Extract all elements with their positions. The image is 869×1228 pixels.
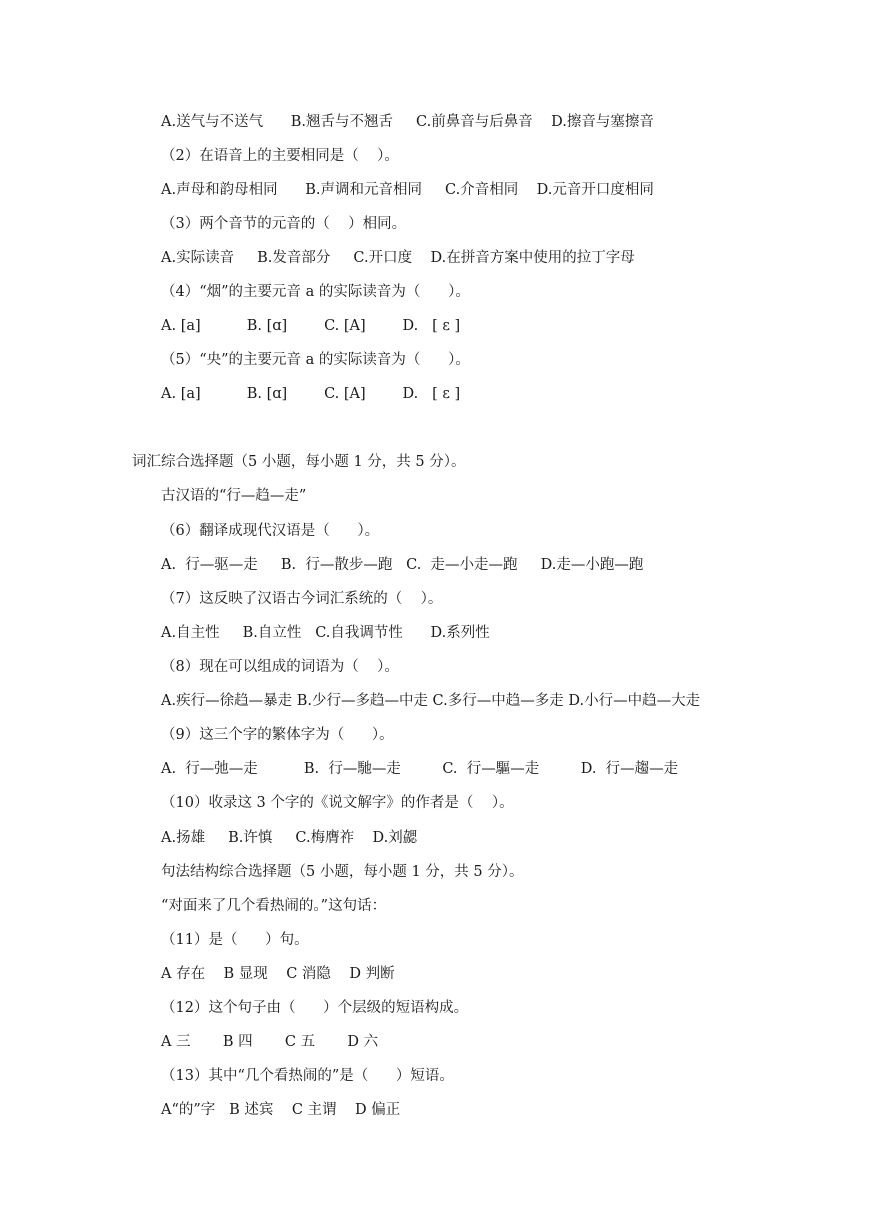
q4-stem: （4）“烟”的主要元音 a 的实际读音为（ ）。 [161, 284, 470, 300]
vocabulary-prompt: 古汉语的“行—趋—走” [161, 488, 307, 504]
q8-stem: （8）现在可以组成的词语为（ ）。 [161, 659, 399, 675]
q13-options: A“的”字 B 述宾 C 主谓 D 偏正 [161, 1102, 401, 1118]
q6-options: A. 行—驱—走 B. 行—散步—跑 C. 走—小走—跑 D.走—小跑—跑 [161, 557, 644, 573]
q10-options: A.扬雄 B.许慎 C.梅膺祚 D.刘勰 [161, 830, 418, 846]
q8-options: A.疾行—徐趋—暴走 B.少行—多趋—中走 C.多行—中趋—多走 D.小行—中趋—大走 [161, 693, 701, 709]
q2-stem: （2）在语音上的主要相同是（ ）。 [161, 148, 399, 164]
q9-stem: （9）这三个字的繁体字为（ ）。 [161, 727, 394, 743]
q12-options: A 三 B 四 C 五 D 六 [161, 1034, 379, 1050]
q10-stem: （10）收录这 3 个字的《说文解字》的作者是（ ）。 [161, 795, 514, 811]
q7-stem: （7）这反映了汉语古今词汇系统的（ ）。 [161, 591, 443, 607]
q7-options: A.自主性 B.自立性 C.自我调节性 D.系列性 [161, 625, 490, 641]
q5-stem: （5）“央”的主要元音 a 的实际读音为（ ）。 [161, 352, 470, 368]
section-vocabulary-heading: 词汇综合选择题（5 小题，每小题 1 分，共 5 分）。 [132, 454, 466, 470]
q3-stem: （3）两个音节的元音的（ ）相同。 [161, 216, 407, 232]
q9-options: A. 行—弛—走 B. 行—馳—走 C. 行—驅—走 D. 行—趨—走 [161, 761, 679, 777]
q11-options: A 存在 B 显现 C 消隐 D 判断 [161, 966, 395, 982]
q3-options: A.实际读音 B.发音部分 C.开口度 D.在拼音方案中使用的拉丁字母 [161, 250, 635, 266]
q11-stem: （11）是（ ）句。 [161, 932, 309, 948]
q5-options: A. [a] B. [ɑ] C. [A] D. [ ε ] [161, 386, 461, 402]
q1-options: A.送气与不送气 B.翘舌与不翘舌 C.前鼻音与后鼻音 D.擦音与塞擦音 [161, 114, 654, 130]
q6-stem: （6）翻译成现代汉语是（ ）。 [161, 523, 380, 539]
q2-options: A.声母和韵母相同 B.声调和元音相同 C.介音相同 D.元音开口度相同 [161, 182, 654, 198]
q12-stem: （12）这个句子由（ ）个层级的短语构成。 [161, 1000, 469, 1016]
q4-options: A. [a] B. [ɑ] C. [A] D. [ ε ] [161, 318, 461, 334]
q13-stem: （13）其中“几个看热闹的”是（ ）短语。 [161, 1068, 454, 1084]
section-syntax-heading: 句法结构综合选择题（5 小题，每小题 1 分，共 5 分）。 [161, 864, 524, 880]
syntax-prompt: “对面来了几个看热闹的。”这句话： [161, 898, 387, 914]
